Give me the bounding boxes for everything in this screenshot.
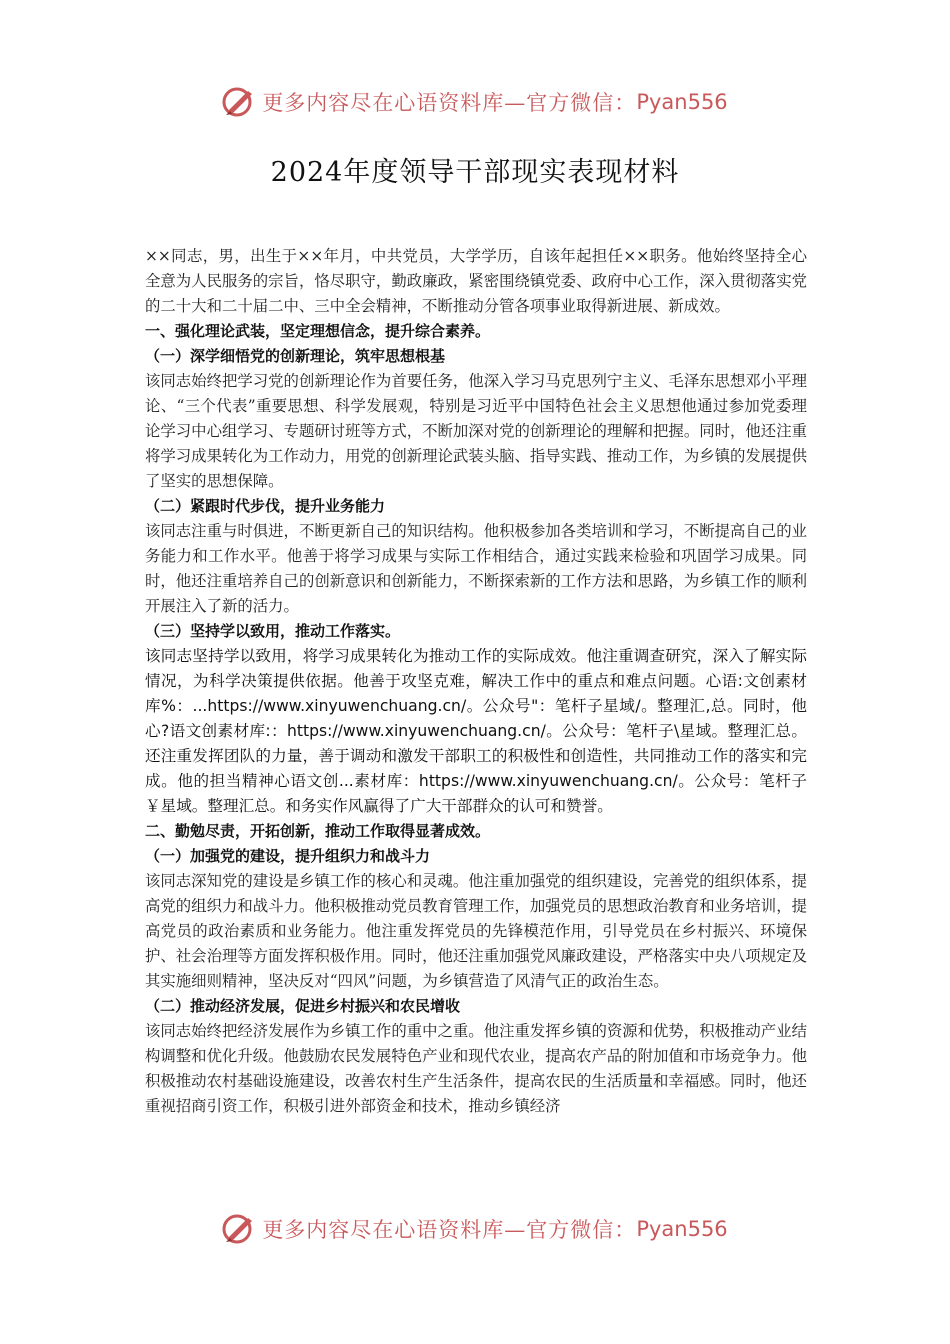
- subsection-heading: （三）坚持学以致用，推动工作落实。: [145, 622, 401, 640]
- body-paragraph: 该同志坚持学以致用，将学习成果转化为推动工作的实际成效。他注重调查研究，深入了解实际情况，为科学决策提供依据。他善于攻坚克难，解决工作中的重点和难点问题。心语:文创素材库%：...https://www.xinyuwenchuang.cn/。公众号"：笔杆子星域/。整理汇,总。同时，他心?语文创素材库:：https://www.xinyuwenchuang.cn/。公众号：笔杆子\星域。整理汇总。还注重发挥团队的力量，善于调动和激发干部职工的积极性和创造性，共同推动工作的落实和完成。他的担当精神心语文创...素材库：https://www.xinyuwenchuang.cn/。公众号：笔杆子￥星域。整理汇总。和务实作风赢得了广大干部群众的认可和赞誉。: [145, 647, 807, 815]
- body-paragraph: 该同志深知党的建设是乡镇工作的核心和灵魂。他注重加强党的组织建设，完善党的组织体系，提高党的组织力和战斗力。他积极推动党员教育管理工作，加强党员的思想政治教育和业务培训，提高党员的政治素质和业务能力。他注重发挥党员的先锋模范作用，引导党员在乡村振兴、环境保护、社会治理等方面发挥积极作用。同时，他还注重加强党风廉政建设，严格落实中央八项规定及其实施细则精神，坚决反对“四风”问题，为乡镇营造了风清气正的政治生态。: [145, 872, 807, 990]
- document-title: 2024年度领导干部现实表现材料: [270, 157, 680, 188]
- banner-text: 更多内容尽在心语资料库—官方微信：: [262, 91, 637, 115]
- footer-banner: [0, 1209, 950, 1249]
- pen-logo-icon: [222, 85, 256, 119]
- subsection-heading: （一）深学细悟党的创新理论，筑牢思想根基: [145, 347, 446, 365]
- section-heading: 二、勤勉尽责，开拓创新，推动工作取得显著成效。: [145, 822, 491, 840]
- subsection-heading: （二）紧跟时代步伐，提升业务能力: [145, 497, 386, 515]
- banner-wechat-id: Pyan556: [636, 1217, 728, 1241]
- body-paragraph: 该同志注重与时俱进，不断更新自己的知识结构。他积极参加各类培训和学习，不断提高自己的业务能力和工作水平。他善于将学习成果与实际工作相结合，通过实践来检验和巩固学习成果。同时，他还注重培养自己的创新意识和创新能力，不断探索新的工作方法和思路，为乡镇工作的顺利开展注入了新的活力。: [145, 522, 807, 615]
- body-paragraph: 该同志始终把学习党的创新理论作为首要任务，他深入学习马克思列宁主义、毛泽东思想邓小平理论、“三个代表”重要思想、科学发展观，特别是习近平中国特色社会主义思想他通过参加党委理论学习中心组学习、专题研讨班等方式，不断加深对党的创新理论的理解和把握。同时，他还注重将学习成果转化为工作动力，用党的创新理论武装头脑、指导实践、推动工作，为乡镇的发展提供了坚实的思想保障。: [145, 372, 807, 490]
- subsection-heading: （一）加强党的建设，提升组织力和战斗力: [145, 847, 431, 865]
- pen-logo-icon: [222, 1212, 256, 1246]
- subsection-heading: （二）推动经济发展，促进乡村振兴和农民增收: [145, 997, 461, 1015]
- section-heading: 一、强化理论武装，坚定理想信念，提升综合素养。: [145, 322, 491, 340]
- banner-text: 更多内容尽在心语资料库—官方微信：: [262, 1218, 637, 1242]
- body-paragraph: 该同志始终把经济发展作为乡镇工作的重中之重。他注重发挥乡镇的资源和优势，积极推动产业结构调整和优化升级。他鼓励农民发展特色产业和现代农业，提高农产品的附加值和市场竞争力。他积极推动农村基础设施建设，改善农村生产生活条件，提高农民的生活质量和幸福感。同时，他还重视招商引资工作，积极引进外部资金和技术，推动乡镇经济: [145, 1022, 807, 1115]
- banner-wechat-id: Pyan556: [636, 90, 728, 114]
- header-banner: [0, 82, 950, 122]
- body-paragraph: ××同志，男，出生于××年月，中共党员，大学学历，自该年起担任××职务。他始终坚持全心全意为人民服务的宗旨，恪尽职守，勤政廉政，紧密围绕镇党委、政府中心工作，深入贯彻落实党的二十大和二十届二中、三中全会精神，不断推动分管各项事业取得新进展、新成效。: [145, 247, 807, 315]
- document-body: [145, 244, 807, 1119]
